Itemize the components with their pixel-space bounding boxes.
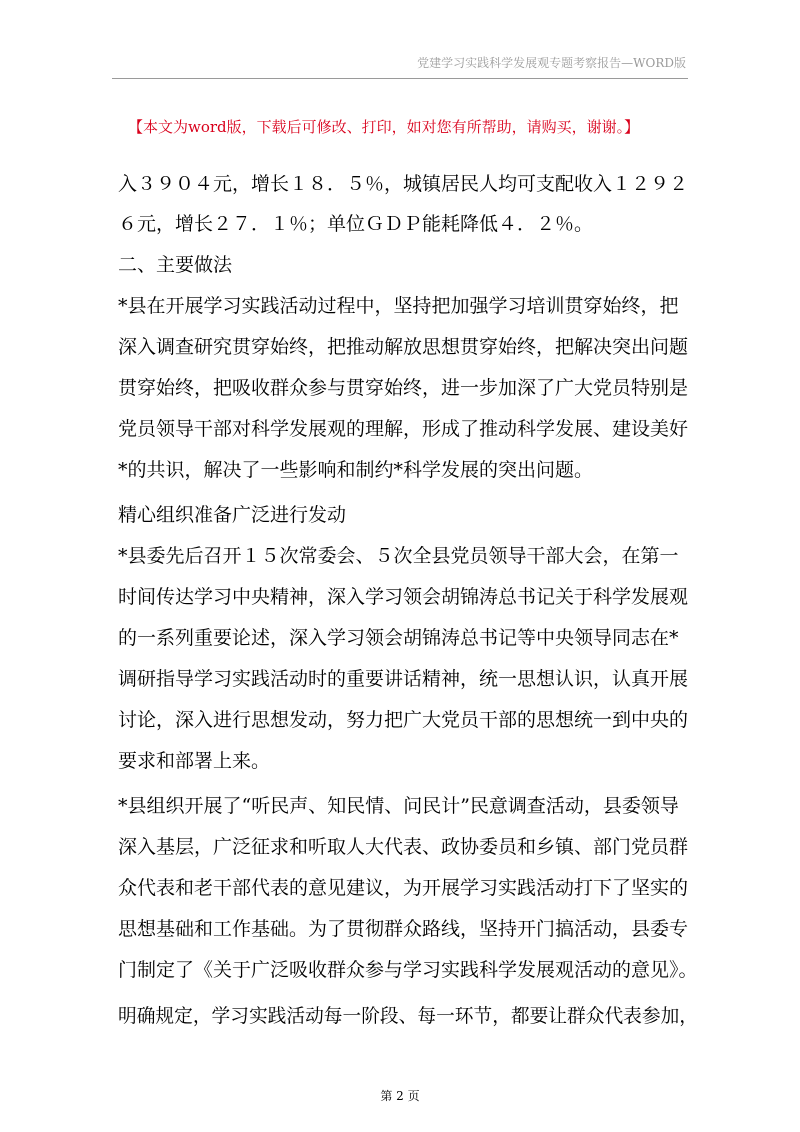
paragraph-line: *县委先后召开１５次常委会、５次全县党员领导干部大会，在第一 <box>118 545 679 567</box>
paragraph-line: *县在开展学习实践活动过程中，坚持把加强学习培训贯穿始终，把 <box>118 295 679 317</box>
paragraph-line: 的一系列重要论述，深入学习领会胡锦涛总书记等中央领导同志在* <box>118 627 679 649</box>
paragraph-line: 深入基层，广泛征求和听取人大代表、政协委员和乡镇、部门党员群 <box>118 836 689 858</box>
page-number: 第 2 页 <box>380 1089 420 1103</box>
paragraph-line: 时间传达学习中央精神，深入学习领会胡锦涛总书记关于科学发展观 <box>118 586 689 608</box>
paragraph-line: ６元，增长２７．１％；单位ＧＤＰ能耗降低４．２％。 <box>118 213 594 235</box>
page-header <box>112 52 688 79</box>
header-title: 党建学习实践科学发展观专题考察报告—WORD版 <box>417 56 686 70</box>
paragraph-line: *的共识，解决了一些影响和制约*科学发展的突出问题。 <box>118 459 594 481</box>
paragraph-line: 讨论，深入进行思想发动，努力把广大党员干部的思想统一到中央的 <box>118 709 689 731</box>
paragraph-line: 贯穿始终，把吸收群众参与贯穿始终，进一步加深了广大党员特别是 <box>118 377 689 399</box>
paragraph-line: 门制定了《关于广泛吸收群众参与学习实践科学发展观活动的意见》。 <box>118 959 698 981</box>
section-heading: 二、主要做法 <box>118 254 233 276</box>
paragraph-line: *县组织开展了“听民声、知民情、问民计”民意调查活动，县委领导 <box>118 795 679 817</box>
subsection-heading: 精心组织准备广泛进行发动 <box>118 504 347 526</box>
paragraph-line: 深入调查研究贯穿始终，把推动解放思想贯穿始终，把解决突出问题 <box>118 336 689 358</box>
download-notice: 【本文为word版，下载后可修改、打印，如对您有所帮助，请购买，谢谢。】 <box>128 118 640 136</box>
paragraph-line: 党员领导干部对科学发展观的理解，形成了推动科学发展、建设美好 <box>118 418 689 440</box>
paragraph-line: 调研指导学习实践活动时的重要讲话精神，统一思想认识，认真开展 <box>118 668 689 690</box>
paragraph-line: 众代表和老干部代表的意见建议，为开展学习实践活动打下了坚实的 <box>118 877 689 899</box>
paragraph-line: 思想基础和工作基础。为了贯彻群众路线，坚持开门搞活动，县委专 <box>118 918 689 940</box>
paragraph-line: 明确规定，学习实践活动每一阶段、每一环节，都要让群众代表参加， <box>118 1005 699 1027</box>
paragraph-line: 要求和部署上来。 <box>118 750 271 772</box>
paragraph-line: 入３９０４元，增长１８．５％，城镇居民人均可支配收入１２９２ <box>118 173 689 195</box>
